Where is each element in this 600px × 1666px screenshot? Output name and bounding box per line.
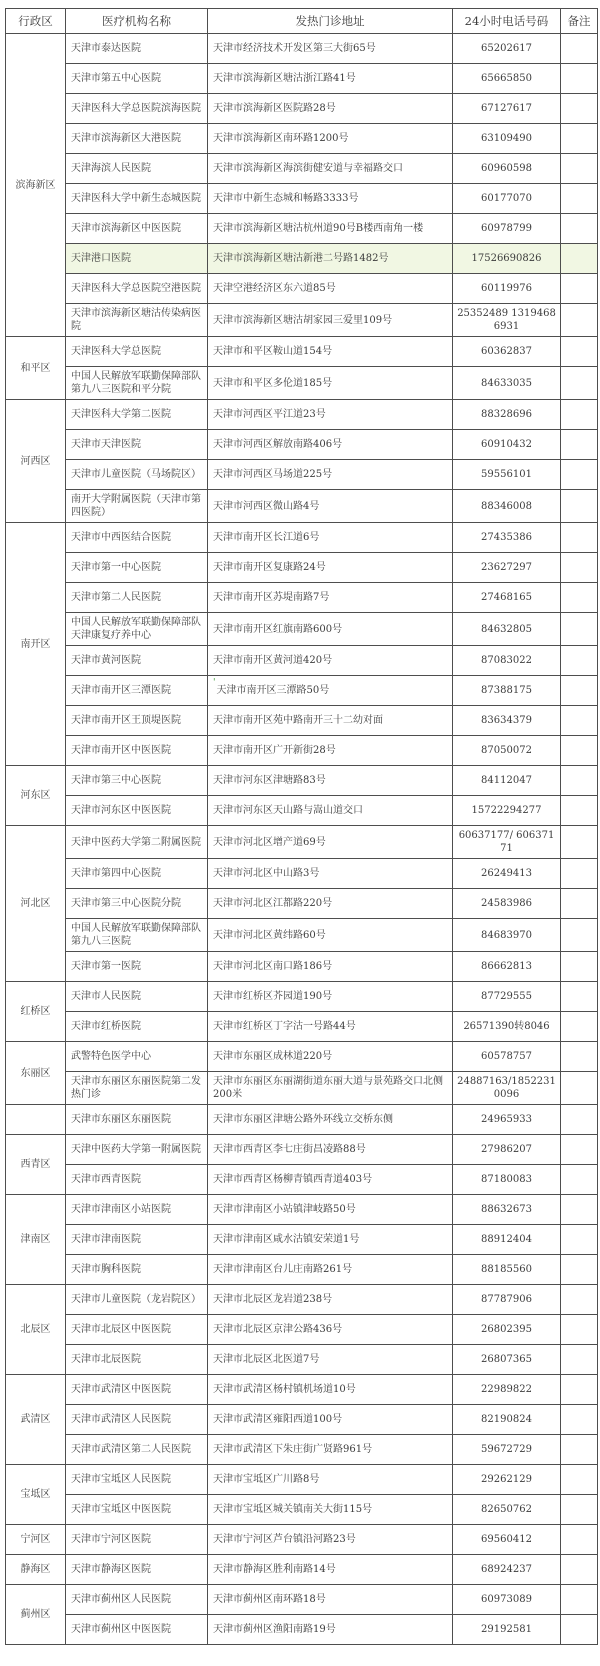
- table-row: [6, 94, 598, 124]
- address-cell: 天津市滨海新区塘沽杭州道90号B楼西南角一楼: [208, 214, 453, 244]
- address-cell: 天津市河北区南口路186号: [208, 952, 453, 982]
- phone-cell: 60177070: [453, 184, 561, 214]
- address-cell: 天津市蓟州区渔阳南路19号: [208, 1615, 453, 1645]
- hospital-name-cell: 天津医科大学第二医院: [66, 400, 208, 430]
- phone-cell: 87083022: [453, 646, 561, 676]
- hospital-name-cell: 天津市北辰区中医医院: [66, 1315, 208, 1345]
- table-row: [6, 613, 598, 646]
- phone-cell: 65202617: [453, 34, 561, 64]
- table-row: [6, 460, 598, 490]
- district-cell: 宝坻区: [6, 1465, 66, 1525]
- district-cell: 河北区: [6, 826, 66, 982]
- hospital-name-cell: 天津市红桥医院: [66, 1012, 208, 1042]
- hospital-name-cell: 天津医科大学中新生态城医院: [66, 184, 208, 214]
- note-cell: [561, 553, 598, 583]
- hospital-name-cell: 天津市中西医结合医院: [66, 523, 208, 553]
- table-header: [6, 9, 598, 34]
- address-cell: 天津市西青区李七庄街昌凌路88号: [208, 1135, 453, 1165]
- table-row: [6, 1495, 598, 1525]
- table-row: [6, 706, 598, 736]
- address-cell: 天津市滨海新区医院路28号: [208, 94, 453, 124]
- district-cell: 西青区: [6, 1135, 66, 1195]
- table-row: [6, 1615, 598, 1645]
- hospital-name-cell: 天津市滨海新区塘沽传染病医院: [66, 304, 208, 337]
- table-row: [6, 1375, 598, 1405]
- phone-cell: 87388175: [453, 676, 561, 706]
- note-cell: [561, 34, 598, 64]
- phone-cell: 83634379: [453, 706, 561, 736]
- phone-cell: 88328696: [453, 400, 561, 430]
- hospital-name-cell: 天津市武清区中医医院: [66, 1375, 208, 1405]
- table-row: [6, 889, 598, 919]
- hospital-name-cell: 天津中医药大学第一附属医院: [66, 1135, 208, 1165]
- hospital-name-cell: 天津医科大学总医院: [66, 337, 208, 367]
- district-cell: 河东区: [6, 766, 66, 826]
- phone-cell: 88185560: [453, 1255, 561, 1285]
- phone-cell: 22989822: [453, 1375, 561, 1405]
- hospital-name-cell: 天津港口医院: [66, 244, 208, 274]
- address-cell: 天津市经济技术开发区第三大街65号: [208, 34, 453, 64]
- district-cell: 津南区: [6, 1195, 66, 1285]
- table-row: [6, 1585, 598, 1615]
- address-cell: 天津市河北区中山路3号: [208, 859, 453, 889]
- note-cell: [561, 154, 598, 184]
- header-address: 发热门诊地址: [208, 9, 453, 34]
- hospital-name-cell: 中国人民解放军联勤保障部队第九八三医院: [66, 919, 208, 952]
- header-hospital-name: 医疗机构名称: [66, 9, 208, 34]
- note-cell: [561, 1345, 598, 1375]
- address-cell: 天津市和平区鞍山道154号: [208, 337, 453, 367]
- note-cell: [561, 706, 598, 736]
- table-row: [6, 1195, 598, 1225]
- phone-cell: 86662813: [453, 952, 561, 982]
- address-cell: 天津市武清区杨村镇机场道10号: [208, 1375, 453, 1405]
- address-cell: 天津市南开区苏堤南路7号: [208, 583, 453, 613]
- district-cell: [6, 1105, 66, 1135]
- note-cell: [561, 1585, 598, 1615]
- note-cell: [561, 1255, 598, 1285]
- note-cell: [561, 982, 598, 1012]
- phone-cell: 60978799: [453, 214, 561, 244]
- note-cell: [561, 919, 598, 952]
- note-cell: [561, 367, 598, 400]
- hospital-name-cell: 天津市天津医院: [66, 430, 208, 460]
- phone-cell: 24887163/18522310096: [453, 1072, 561, 1105]
- phone-cell: 84632805: [453, 613, 561, 646]
- header-note: 备注: [561, 9, 598, 34]
- note-cell: [561, 646, 598, 676]
- table-row: [6, 1315, 598, 1345]
- table-row: [6, 766, 598, 796]
- address-cell: 天津市河北区江都路220号: [208, 889, 453, 919]
- note-cell: [561, 1435, 598, 1465]
- note-cell: [561, 889, 598, 919]
- fever-clinic-table-sheet: [5, 8, 598, 1645]
- hospital-name-cell: 天津市第四中心医院: [66, 859, 208, 889]
- address-cell: 天津空港经济区东六道85号: [208, 274, 453, 304]
- hospital-name-cell: 天津海滨人民医院: [66, 154, 208, 184]
- note-cell: [561, 1072, 598, 1105]
- table-row: [6, 736, 598, 766]
- hospital-name-cell: 天津市滨海新区中医医院: [66, 214, 208, 244]
- note-cell: [561, 430, 598, 460]
- address-cell: 天津市中新生态城和畅路3333号: [208, 184, 453, 214]
- note-cell: [561, 676, 598, 706]
- hospital-name-cell: 天津市人民医院: [66, 982, 208, 1012]
- phone-cell: 84633035: [453, 367, 561, 400]
- hospital-name-cell: 天津市东丽区东丽医院: [66, 1105, 208, 1135]
- district-cell: 宁河区: [6, 1525, 66, 1555]
- address-cell: 天津市河北区黄纬路60号: [208, 919, 453, 952]
- address-cell: 天津市南开区复康路24号: [208, 553, 453, 583]
- phone-cell: 60973089: [453, 1585, 561, 1615]
- hospital-name-cell: 武警特色医学中心: [66, 1042, 208, 1072]
- phone-cell: 84683970: [453, 919, 561, 952]
- table-row: [6, 1525, 598, 1555]
- address-cell: 天津市津南区台儿庄南路261号: [208, 1255, 453, 1285]
- table-row: [6, 490, 598, 523]
- phone-cell: 24583986: [453, 889, 561, 919]
- address-cell: 天津市静海区胜利南路14号: [208, 1555, 453, 1585]
- note-cell: [561, 796, 598, 826]
- note-cell: [561, 1375, 598, 1405]
- fever-clinic-table: [5, 8, 598, 1645]
- address-cell: 天津市东丽区东丽湖街道东丽大道与景苑路交口北侧200米: [208, 1072, 453, 1105]
- table-row: [6, 154, 598, 184]
- address-cell: 天津市河西区平江道23号: [208, 400, 453, 430]
- note-cell: [561, 826, 598, 859]
- phone-cell: 15722294277: [453, 796, 561, 826]
- address-cell: '天津市南开区三潭路50号: [208, 676, 453, 706]
- table-row: [6, 1165, 598, 1195]
- green-artifact-mark: ': [213, 678, 216, 688]
- district-cell: 河西区: [6, 400, 66, 523]
- note-cell: [561, 523, 598, 553]
- phone-cell: 88632673: [453, 1195, 561, 1225]
- phone-cell: 29192581: [453, 1615, 561, 1645]
- hospital-name-cell: 天津市第一中心医院: [66, 553, 208, 583]
- hospital-name-cell: 天津市蓟州区人民医院: [66, 1585, 208, 1615]
- hospital-name-cell: 天津市津南医院: [66, 1225, 208, 1255]
- hospital-name-cell: 天津市南开区中医医院: [66, 736, 208, 766]
- phone-cell: 88346008: [453, 490, 561, 523]
- table-row: [6, 400, 598, 430]
- hospital-name-cell: 中国人民解放军联勤保障部队天津康复疗养中心: [66, 613, 208, 646]
- table-row: [6, 646, 598, 676]
- note-cell: [561, 1042, 598, 1072]
- address-cell: 天津市津南区咸水沽镇安荣道1号: [208, 1225, 453, 1255]
- note-cell: [561, 1285, 598, 1315]
- note-cell: [561, 1495, 598, 1525]
- table-row: [6, 1042, 598, 1072]
- phone-cell: 26802395: [453, 1315, 561, 1345]
- address-cell: 天津市南开区广开新街28号: [208, 736, 453, 766]
- note-cell: [561, 460, 598, 490]
- hospital-name-cell: 天津市南开区王顶堤医院: [66, 706, 208, 736]
- note-cell: [561, 1105, 598, 1135]
- phone-cell: 59556101: [453, 460, 561, 490]
- note-cell: [561, 490, 598, 523]
- header-row: [6, 9, 598, 34]
- table-row: [6, 826, 598, 859]
- phone-cell: 27435386: [453, 523, 561, 553]
- note-cell: [561, 1165, 598, 1195]
- address-cell: 天津市南开区红旗南路600号: [208, 613, 453, 646]
- table-row: [6, 1225, 598, 1255]
- district-cell: 北辰区: [6, 1285, 66, 1375]
- phone-cell: 82650762: [453, 1495, 561, 1525]
- note-cell: [561, 124, 598, 154]
- address-cell: 天津市河西区解放南路406号: [208, 430, 453, 460]
- note-cell: [561, 1555, 598, 1585]
- note-cell: [561, 184, 598, 214]
- note-cell: [561, 859, 598, 889]
- hospital-name-cell: 天津医科大学总医院滨海医院: [66, 94, 208, 124]
- phone-cell: 23627297: [453, 553, 561, 583]
- phone-cell: 27986207: [453, 1135, 561, 1165]
- hospital-name-cell: 天津市第三中心医院: [66, 766, 208, 796]
- note-cell: [561, 1405, 598, 1435]
- table-row: [6, 430, 598, 460]
- hospital-name-cell: 天津市滨海新区大港医院: [66, 124, 208, 154]
- hospital-name-cell: 天津市宝坻区人民医院: [66, 1465, 208, 1495]
- phone-cell: 87180083: [453, 1165, 561, 1195]
- hospital-name-cell: 天津市武清区第二人民医院: [66, 1435, 208, 1465]
- note-cell: [561, 94, 598, 124]
- note-cell: [561, 1315, 598, 1345]
- address-cell: 天津市武清区雍阳西道100号: [208, 1405, 453, 1435]
- table-row: [6, 982, 598, 1012]
- table-row: [6, 337, 598, 367]
- address-cell: 天津市宝坻区城关镇南关大街115号: [208, 1495, 453, 1525]
- district-cell: 武清区: [6, 1375, 66, 1465]
- table-row: [6, 553, 598, 583]
- address-cell: 天津市滨海新区南环路1200号: [208, 124, 453, 154]
- address-cell: 天津市河西区马场道225号: [208, 460, 453, 490]
- table-row: [6, 1012, 598, 1042]
- phone-cell: 27468165: [453, 583, 561, 613]
- hospital-name-cell: 南开大学附属医院（天津市第四医院）: [66, 490, 208, 523]
- address-cell: 天津市西青区杨柳青镇西青道403号: [208, 1165, 453, 1195]
- phone-cell: 65665850: [453, 64, 561, 94]
- address-cell: 天津市红桥区丁字沽一号路44号: [208, 1012, 453, 1042]
- address-cell: 天津市北辰区龙岩道238号: [208, 1285, 453, 1315]
- phone-cell: 26807365: [453, 1345, 561, 1375]
- table-row: [6, 919, 598, 952]
- phone-cell: 26571390转8046: [453, 1012, 561, 1042]
- phone-cell: 60119976: [453, 274, 561, 304]
- phone-cell: 87729555: [453, 982, 561, 1012]
- address-cell: 天津市河东区天山路与嵩山道交口: [208, 796, 453, 826]
- note-cell: [561, 274, 598, 304]
- note-cell: [561, 1225, 598, 1255]
- address-cell: 天津市北辰区北医道7号: [208, 1345, 453, 1375]
- note-cell: [561, 214, 598, 244]
- address-cell: 天津市红桥区芥园道190号: [208, 982, 453, 1012]
- district-cell: 南开区: [6, 523, 66, 766]
- phone-cell: 84112047: [453, 766, 561, 796]
- phone-cell: 25352489 13194686931: [453, 304, 561, 337]
- address-cell: 天津市武清区下朱庄街广贤路961号: [208, 1435, 453, 1465]
- hospital-name-cell: 天津市第五中心医院: [66, 64, 208, 94]
- address-cell: 天津市河东区津塘路83号: [208, 766, 453, 796]
- note-cell: [561, 337, 598, 367]
- table-row: [6, 523, 598, 553]
- table-row: [6, 274, 598, 304]
- phone-cell: 67127617: [453, 94, 561, 124]
- hospital-name-cell: 天津市南开区三潭医院: [66, 676, 208, 706]
- hospital-name-cell: 天津市河东区中医医院: [66, 796, 208, 826]
- address-cell: 天津市南开区黄河道420号: [208, 646, 453, 676]
- note-cell: [561, 1135, 598, 1165]
- table-row: [6, 124, 598, 154]
- address-cell: 天津市河西区微山路4号: [208, 490, 453, 523]
- district-cell: 和平区: [6, 337, 66, 400]
- table-row: [6, 184, 598, 214]
- table-row: [6, 304, 598, 337]
- note-cell: [561, 736, 598, 766]
- table-row: [6, 796, 598, 826]
- phone-cell: 60578757: [453, 1042, 561, 1072]
- hospital-name-cell: 天津市津南区小站医院: [66, 1195, 208, 1225]
- phone-cell: 60362837: [453, 337, 561, 367]
- hospital-name-cell: 天津市胸科医院: [66, 1255, 208, 1285]
- address-cell: 天津市宁河区芦台镇沿河路23号: [208, 1525, 453, 1555]
- table-row: [6, 1405, 598, 1435]
- phone-cell: 68924237: [453, 1555, 561, 1585]
- table-row: [6, 367, 598, 400]
- address-cell: 天津市东丽区津塘公路外环线立交桥东侧: [208, 1105, 453, 1135]
- address-cell: 天津市和平区多伦道185号: [208, 367, 453, 400]
- address-cell: 天津市滨海新区塘沽浙江路41号: [208, 64, 453, 94]
- table-row: [6, 214, 598, 244]
- phone-cell: 82190824: [453, 1405, 561, 1435]
- hospital-name-cell: 天津市蓟州区中医医院: [66, 1615, 208, 1645]
- header-phone: 24小时电话号码: [453, 9, 561, 34]
- note-cell: [561, 1012, 598, 1042]
- hospital-name-cell: 天津医科大学总医院空港医院: [66, 274, 208, 304]
- table-row: [6, 1255, 598, 1285]
- address-cell: 天津市蓟州区南环路18号: [208, 1585, 453, 1615]
- note-cell: [561, 583, 598, 613]
- district-cell: 静海区: [6, 1555, 66, 1585]
- table-row: [6, 1345, 598, 1375]
- phone-cell: 60637177/ 60637171: [453, 826, 561, 859]
- address-cell: 天津市宝坻区广川路8号: [208, 1465, 453, 1495]
- phone-cell: 60960598: [453, 154, 561, 184]
- address-cell: 天津市滨海新区塘沽新港二号路1482号: [208, 244, 453, 274]
- address-cell: 天津市东丽区成林道220号: [208, 1042, 453, 1072]
- hospital-name-cell: 天津市西青医院: [66, 1165, 208, 1195]
- address-cell: 天津市南开区长江道6号: [208, 523, 453, 553]
- note-cell: [561, 64, 598, 94]
- phone-cell: 29262129: [453, 1465, 561, 1495]
- hospital-name-cell: 天津市黄河医院: [66, 646, 208, 676]
- phone-cell: 87787906: [453, 1285, 561, 1315]
- table-row: [6, 1285, 598, 1315]
- district-cell: 蓟州区: [6, 1585, 66, 1645]
- header-district: 行政区: [6, 9, 66, 34]
- table-row: [6, 952, 598, 982]
- district-cell: 滨海新区: [6, 34, 66, 337]
- phone-cell: 60910432: [453, 430, 561, 460]
- table-row: [6, 244, 598, 274]
- address-cell: 天津市南开区苑中路南开三十二幼对面: [208, 706, 453, 736]
- phone-cell: 17526690826: [453, 244, 561, 274]
- hospital-name-cell: 天津市儿童医院（龙岩院区）: [66, 1285, 208, 1315]
- table-row: [6, 64, 598, 94]
- address-cell: 天津市滨海新区海滨街健安道与幸福路交口: [208, 154, 453, 184]
- note-cell: [561, 613, 598, 646]
- hospital-name-cell: 天津市宝坻区中医医院: [66, 1495, 208, 1525]
- hospital-name-cell: 天津中医药大学第二附属医院: [66, 826, 208, 859]
- district-cell: 东丽区: [6, 1042, 66, 1105]
- district-cell: 红桥区: [6, 982, 66, 1042]
- hospital-name-cell: 天津市第二人民医院: [66, 583, 208, 613]
- note-cell: [561, 952, 598, 982]
- table-row: [6, 1555, 598, 1585]
- note-cell: [561, 1525, 598, 1555]
- hospital-name-cell: 天津市第三中心医院分院: [66, 889, 208, 919]
- hospital-name-cell: 天津市静海区医院: [66, 1555, 208, 1585]
- phone-cell: 26249413: [453, 859, 561, 889]
- hospital-name-cell: 天津市北辰医院: [66, 1345, 208, 1375]
- phone-cell: 63109490: [453, 124, 561, 154]
- address-cell: 天津市滨海新区塘沽胡家园三爱里109号: [208, 304, 453, 337]
- table-row: [6, 1072, 598, 1105]
- table-row: [6, 583, 598, 613]
- hospital-name-cell: 天津市宁河区医院: [66, 1525, 208, 1555]
- table-row: [6, 34, 598, 64]
- note-cell: [561, 766, 598, 796]
- hospital-name-cell: 天津市第一医院: [66, 952, 208, 982]
- phone-cell: 88912404: [453, 1225, 561, 1255]
- table-row: [6, 1435, 598, 1465]
- address-cell: 天津市北辰区京津公路436号: [208, 1315, 453, 1345]
- note-cell: [561, 304, 598, 337]
- note-cell: [561, 1195, 598, 1225]
- address-cell: 天津市津南区小站镇津岐路50号: [208, 1195, 453, 1225]
- hospital-name-cell: 天津市儿童医院（马场院区）: [66, 460, 208, 490]
- phone-cell: 87050072: [453, 736, 561, 766]
- hospital-name-cell: 天津市武清区人民医院: [66, 1405, 208, 1435]
- hospital-name-cell: 中国人民解放军联勤保障部队第九八三医院和平分院: [66, 367, 208, 400]
- hospital-name-cell: 天津市泰达医院: [66, 34, 208, 64]
- phone-cell: 69560412: [453, 1525, 561, 1555]
- table-row: [6, 676, 598, 706]
- phone-cell: 24965933: [453, 1105, 561, 1135]
- note-cell: [561, 400, 598, 430]
- note-cell: [561, 244, 598, 274]
- note-cell: [561, 1615, 598, 1645]
- table-row: [6, 1135, 598, 1165]
- hospital-table-body: [6, 34, 598, 1645]
- note-cell: [561, 1465, 598, 1495]
- table-row: [6, 859, 598, 889]
- hospital-name-cell: 天津市东丽区东丽医院第二发热门诊: [66, 1072, 208, 1105]
- address-cell: 天津市河北区增产道69号: [208, 826, 453, 859]
- table-row: [6, 1105, 598, 1135]
- phone-cell: 59672729: [453, 1435, 561, 1465]
- table-row: [6, 1465, 598, 1495]
